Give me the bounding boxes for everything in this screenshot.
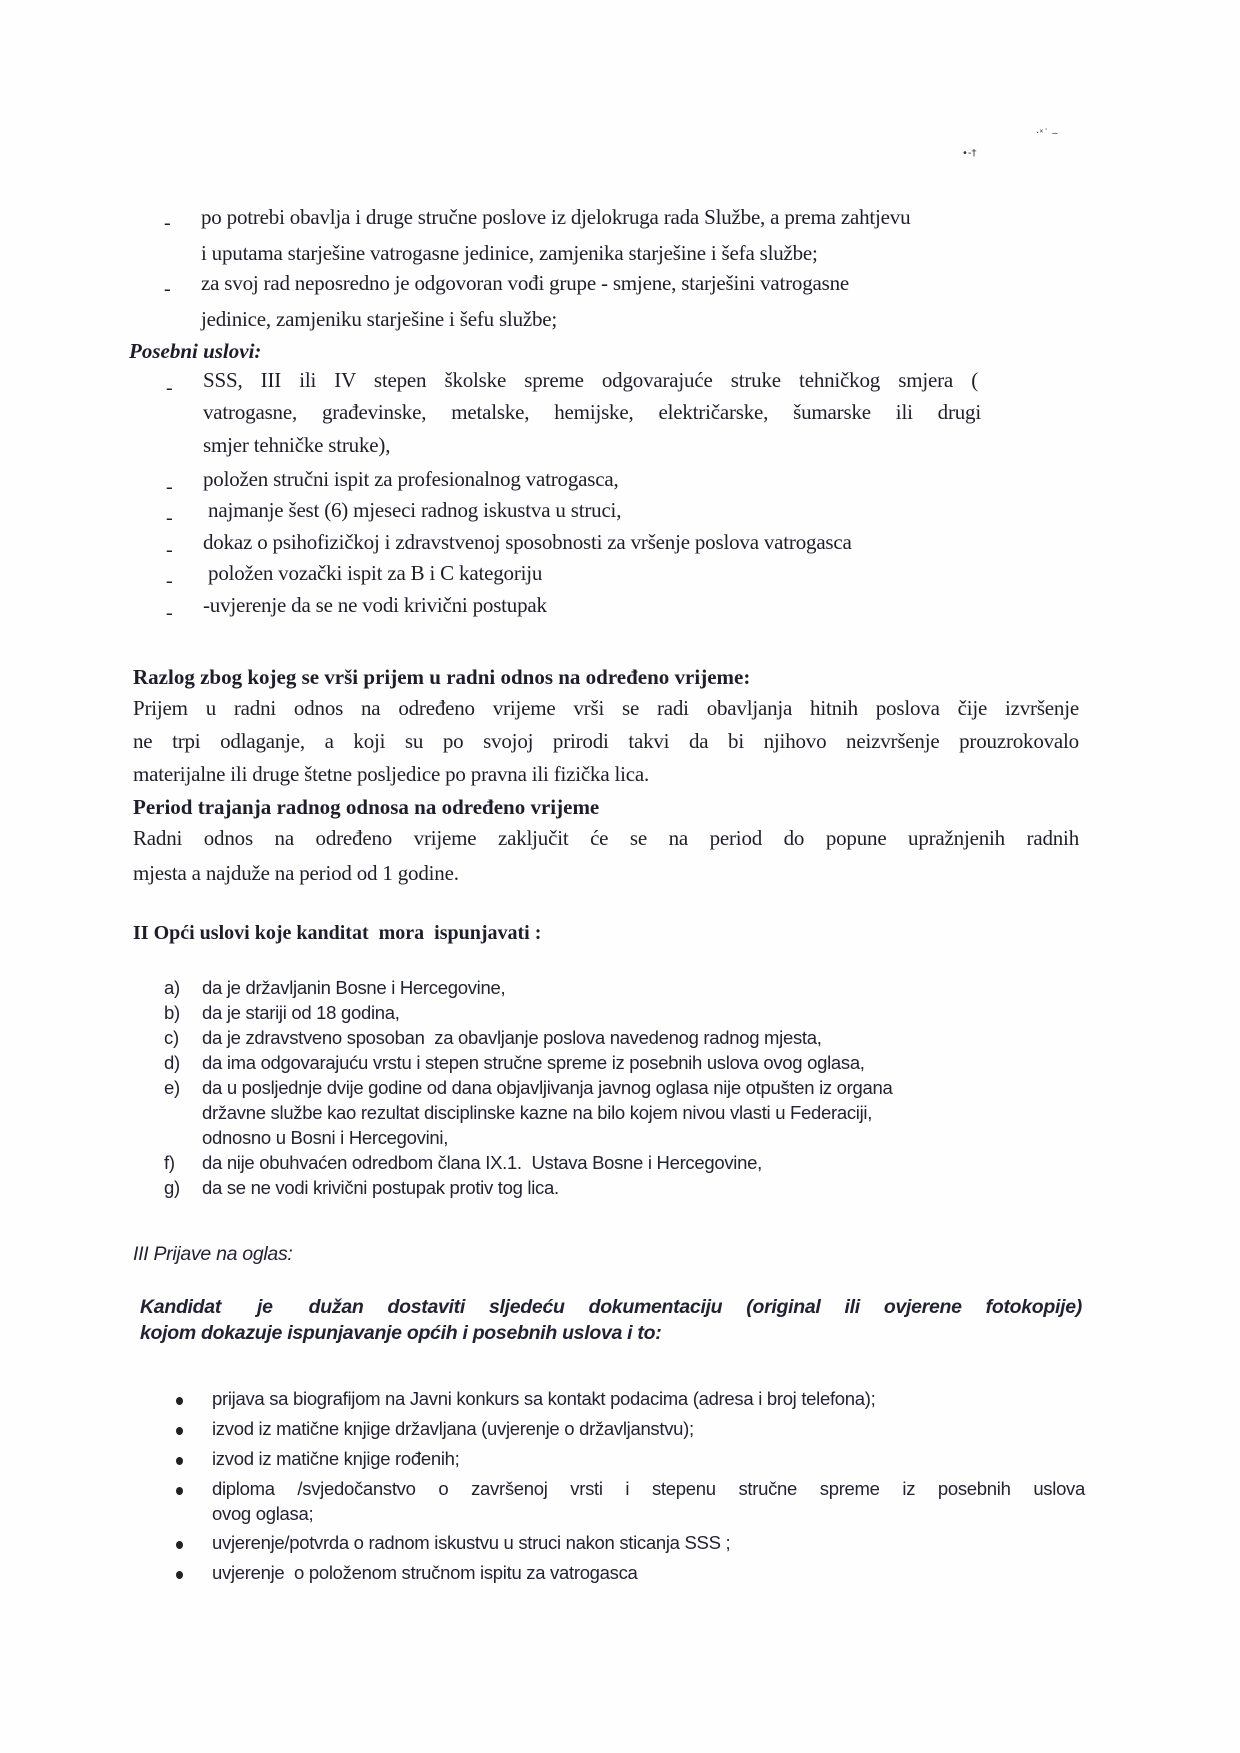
list-item-line: odnosno u Bosni i Hercegovini, xyxy=(202,1127,449,1148)
list-item-line: po potrebi obavlja i druge stručne poslove iz djelokruga rada Službe, a prema zahtjevu xyxy=(201,205,911,229)
list-item-line: položen stručni ispit za profesionalnog vatrogasca, xyxy=(203,467,619,491)
list-label: d) xyxy=(164,1052,180,1073)
dash-bullet: - xyxy=(164,212,171,234)
list-label: e) xyxy=(164,1077,180,1098)
list-item-line: da ima odgovarajuću vrstu i stepen stručne spreme iz posebnih uslova ovog oglasa, xyxy=(202,1052,865,1073)
special-conditions-heading: Posebni uslovi: xyxy=(129,339,262,363)
list-item-line: smjer tehničke struke), xyxy=(203,433,391,457)
bullet-dot xyxy=(176,1427,183,1435)
bullet-dot xyxy=(176,1397,183,1405)
list-item-line: -uvjerenje da se ne vodi krivični postupak xyxy=(203,593,547,617)
list-item-line: ovog oglasa; xyxy=(212,1503,314,1524)
dash-bullet: - xyxy=(166,539,173,561)
dash-bullet: - xyxy=(166,570,173,592)
scan-artifact-mark: •‐† xyxy=(962,148,977,159)
list-item-line: dokaz o psihofizičkoj i zdravstvenoj sposobnosti za vršenje poslova vatrogasca xyxy=(203,530,852,554)
dash-bullet: - xyxy=(166,377,173,399)
dash-bullet: - xyxy=(164,278,171,300)
scan-artifact-mark: ·ˣ˙ ‒ xyxy=(1036,128,1059,139)
list-item-line: da je stariji od 18 godina, xyxy=(202,1002,400,1023)
dash-bullet: - xyxy=(166,507,173,529)
paragraph-line: Prijem u radni odnos na određeno vrijeme vrši se radi obavljanja hitnih poslova čije izvršenje xyxy=(133,696,1079,720)
list-item-line: da nije obuhvaćen odredbom člana IX.1. Ustava Bosne i Hercegovine, xyxy=(202,1152,762,1173)
list-item-line: državne službe kao rezultat disciplinske kazne na bilo kojem nivou vlasti u Federaciji, xyxy=(202,1102,873,1123)
list-item-line: uvjerenje o položenom stručnom ispitu za vatrogasca xyxy=(212,1562,638,1583)
list-item-line: da je državljanin Bosne i Hercegovine, xyxy=(202,977,506,998)
bullet-dot xyxy=(176,1487,183,1495)
paragraph-line: mjesta a najduže na period od 1 godine. xyxy=(133,861,459,885)
list-item-line: da u posljednje dvije godine od dana objavljivanja javnog oglasa nije otpušten iz organa xyxy=(202,1077,893,1098)
list-label: b) xyxy=(164,1002,180,1023)
list-item-line: diploma /svjedočanstvo o završenoj vrsti i stepenu stručne spreme iz posebnih uslova xyxy=(212,1478,1085,1499)
list-item-line: položen vozački ispit za B i C kategoriju xyxy=(203,561,543,585)
list-label: g) xyxy=(164,1177,180,1198)
list-item-line: i uputama starješine vatrogasne jedinice, zamjenika starješine i šefa službe; xyxy=(201,241,818,265)
dash-bullet: - xyxy=(166,602,173,624)
list-item-line: da je zdravstveno sposoban za obavljanje poslova navedenog radnog mjesta, xyxy=(202,1027,822,1048)
list-item-line: da se ne vodi krivični postupak protiv tog lica. xyxy=(202,1177,559,1198)
paragraph-line: ne trpi odlaganje, a koji su po svojoj prirodi takvi da bi njihovo neizvršenje prouzrokovalo xyxy=(133,729,1079,753)
list-item-line: izvod iz matične knjige državljana (uvjerenje o državljanstvu); xyxy=(212,1418,694,1439)
applications-intro-line: kojom dokazuje ispunjavanje općih i posebnih uslova i to: xyxy=(140,1322,662,1344)
list-item-line: uvjerenje/potvrda o radnom iskustvu u struci nakon sticanja SSS ; xyxy=(212,1532,731,1553)
list-item-line: jedinice, zamjeniku starješine i šefu službe; xyxy=(201,307,558,331)
applications-heading: III Prijave na oglas: xyxy=(133,1243,293,1265)
bullet-dot xyxy=(176,1457,183,1465)
paragraph-line: materijalne ili druge štetne posljedice po pravna ili fizička lica. xyxy=(133,762,650,786)
reason-heading: Razlog zbog kojeg se vrši prijem u radni odnos na određeno vrijeme: xyxy=(133,665,751,689)
list-item-line: izvod iz matične knjige rođenih; xyxy=(212,1448,460,1469)
list-label: f) xyxy=(164,1152,175,1173)
list-item-line: najmanje šest (6) mjeseci radnog iskustva u struci, xyxy=(203,498,622,522)
general-conditions-heading: II Opći uslovi koje kanditat mora ispunjavati : xyxy=(133,922,542,944)
list-item-line: prijava sa biografijom na Javni konkurs sa kontakt podacima (adresa i broj telefona); xyxy=(212,1388,876,1409)
period-heading: Period trajanja radnog odnosa na određeno vrijeme xyxy=(133,795,600,819)
list-item-line: SSS, III ili IV stepen školske spreme odgovarajuće struke tehničkog smjera ( xyxy=(203,368,978,392)
list-item-line: za svoj rad neposredno je odgovoran vođi grupe - smjene, starješini vatrogasne xyxy=(201,271,850,295)
bullet-dot xyxy=(176,1541,183,1549)
list-label: a) xyxy=(164,977,180,998)
list-label: c) xyxy=(164,1027,179,1048)
list-item-line: vatrogasne, građevinske, metalske, hemijske, električarske, šumarske ili drugi xyxy=(203,400,981,424)
dash-bullet: - xyxy=(166,476,173,498)
paragraph-line: Radni odnos na određeno vrijeme zaključit će se na period do popune upražnjenih radnih xyxy=(133,826,1079,850)
applications-intro-line: Kandidat je dužan dostaviti sljedeću dokumentaciju (original ili ovjerene fotokopije) xyxy=(140,1296,1082,1318)
bullet-dot xyxy=(176,1571,183,1579)
